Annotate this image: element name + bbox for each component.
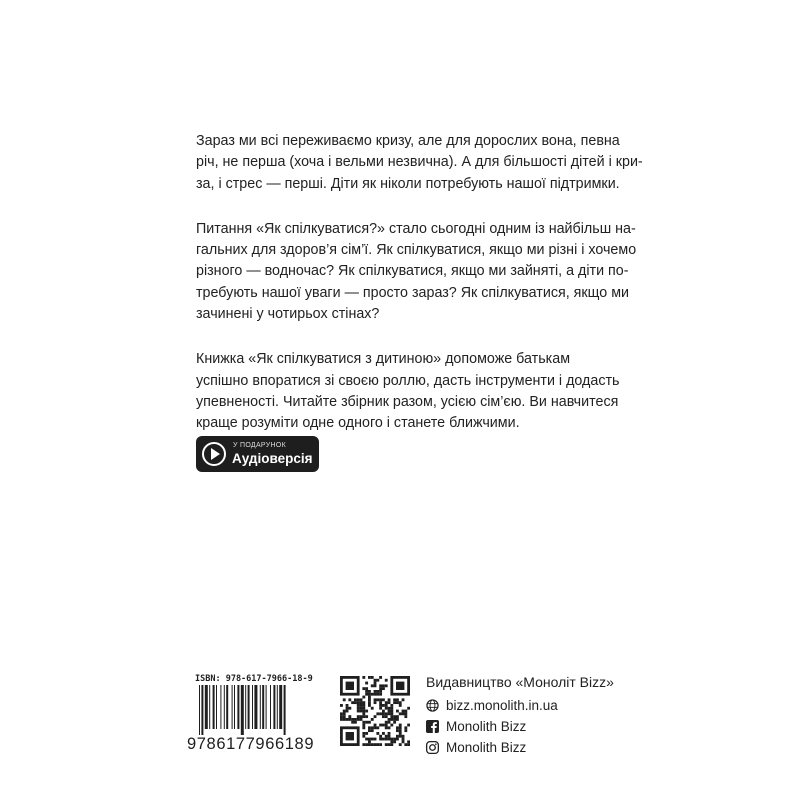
qr-module [362, 707, 365, 710]
qr-module [404, 743, 407, 746]
qr-module [362, 712, 365, 715]
qr-module [385, 724, 388, 727]
qr-module [388, 710, 391, 713]
qr-module [399, 704, 402, 707]
qr-module [396, 715, 399, 718]
qr-module [379, 701, 382, 704]
publisher-info [426, 674, 614, 758]
qr-module [390, 738, 393, 741]
qr-module [376, 690, 379, 693]
qr-module [407, 707, 410, 710]
qr-module [385, 704, 388, 707]
publisher-facebook[interactable] [426, 716, 614, 737]
qr-module [376, 693, 379, 696]
qr-module [393, 740, 396, 743]
qr-module [402, 735, 405, 738]
qr-finder-center [346, 732, 354, 740]
qr-module [407, 724, 410, 727]
text-line: річ, не перша (хоча і вельми незвична). А для більшості дітей і кри- [196, 154, 643, 171]
qr-module [385, 712, 388, 715]
qr-module [396, 718, 399, 721]
qr-module [382, 710, 385, 713]
qr-module [357, 698, 360, 701]
qr-module [402, 738, 405, 741]
qr-module [374, 701, 377, 704]
barcode-bar [273, 685, 275, 729]
qr-module [360, 710, 363, 713]
text-line: Книжка «Як спілкуватися з дитиною» допоможе батькам [196, 351, 571, 368]
qr-module [368, 690, 371, 693]
qr-module [365, 693, 368, 696]
qr-module [388, 743, 391, 746]
barcode-bar [277, 685, 278, 729]
facebook-icon [426, 720, 439, 733]
qr-module [362, 721, 365, 724]
barcode-bar [232, 685, 233, 729]
qr-module [393, 721, 396, 724]
text-line: гальних для здоров’я сім’ї. Як спілкуватися, якщо ми різні і хочемо [196, 242, 637, 259]
qr-module [374, 724, 377, 727]
qr-module [388, 732, 391, 735]
publisher-name: Видавництво «Моноліт Bizz» [426, 674, 614, 690]
qr-module [396, 701, 399, 704]
qr-module [390, 718, 393, 721]
qr-module [343, 698, 346, 701]
qr-module [404, 726, 407, 729]
qr-module [388, 707, 391, 710]
qr-module [379, 735, 382, 738]
qr-module [340, 704, 343, 707]
barcode [197, 685, 325, 735]
barcode-bar [252, 685, 253, 729]
qr-module [357, 715, 360, 718]
qr-module [374, 743, 377, 746]
text-line: за, і стрес — перші. Діти як ніколи потребують нашої підтримки. [196, 175, 620, 192]
qr-module [365, 710, 368, 713]
qr-module [362, 704, 365, 707]
audio-version-badge[interactable] [196, 436, 319, 472]
qr-module [376, 743, 379, 746]
qr-module [365, 732, 368, 735]
qr-module [374, 715, 377, 718]
qr-module [360, 698, 363, 701]
qr-module [385, 743, 388, 746]
qr-module [376, 698, 379, 701]
qr-module [362, 701, 365, 704]
qr-module [396, 735, 399, 738]
qr-module [393, 701, 396, 704]
qr-module [368, 693, 371, 696]
qr-module [388, 738, 391, 741]
qr-module [354, 721, 357, 724]
text-line: требують нашої уваги — просто зараз? Як спілкуватися, якщо ми [196, 284, 630, 301]
qr-module [388, 698, 391, 701]
qr-module [368, 698, 371, 701]
qr-module [404, 710, 407, 713]
qr-module [365, 715, 368, 718]
qr-module [357, 710, 360, 713]
qr-module [376, 679, 379, 682]
barcode-bar [262, 685, 264, 729]
qr-module [374, 726, 377, 729]
text-line: упевненості. Читайте збірник разом, усією сім’єю. Ви навчитеся [196, 393, 619, 410]
qr-module [348, 707, 351, 710]
text-line: краще розуміти одне одного і станете ближчими. [196, 415, 520, 432]
qr-module [379, 707, 382, 710]
qr-module [351, 721, 354, 724]
barcode-bar [224, 685, 225, 729]
qr-module [371, 693, 374, 696]
qr-module [360, 701, 363, 704]
qr-module [368, 676, 371, 679]
qr-module [396, 710, 399, 713]
qr-module [351, 701, 354, 704]
qr-module [385, 707, 388, 710]
qr-module [371, 729, 374, 732]
qr-module [396, 698, 399, 701]
audio-version-title: Аудіоверсія [232, 451, 313, 466]
qr-module [390, 710, 393, 713]
qr-module [343, 710, 346, 713]
qr-module [346, 718, 349, 721]
instagram-icon [426, 741, 439, 754]
qr-module [343, 718, 346, 721]
qr-module [402, 740, 405, 743]
qr-module [399, 726, 402, 729]
qr-module [393, 715, 396, 718]
qr-module [382, 738, 385, 741]
text-line: Питання «Як спілкуватися?» стало сьогодні одним із найбільш на- [196, 220, 636, 237]
qr-module [393, 698, 396, 701]
text-line: успішно впоратися зі своєю роллю, дасть інструменти і додасть [196, 372, 620, 389]
qr-module [385, 715, 388, 718]
barcode-bar [205, 685, 208, 729]
qr-module [390, 740, 393, 743]
barcode-bar [216, 685, 217, 729]
qr-module [379, 743, 382, 746]
qr-module [407, 740, 410, 743]
qr-module [393, 718, 396, 721]
qr-module [371, 707, 374, 710]
qr-module [396, 738, 399, 741]
barcode-bar [260, 685, 261, 729]
website-text: bizz.monolith.in.ua [446, 698, 558, 713]
qr-module [357, 701, 360, 704]
web-icon [426, 699, 439, 712]
qr-module [343, 715, 346, 718]
qr-module [354, 698, 357, 701]
qr-module [390, 724, 393, 727]
qr-module [407, 743, 410, 746]
qr-module [371, 726, 374, 729]
qr-module [385, 701, 388, 704]
publisher-website[interactable] [426, 695, 614, 716]
qr-module [360, 718, 363, 721]
qr-module [399, 724, 402, 727]
qr-module [385, 721, 388, 724]
qr-module [374, 682, 377, 685]
barcode-bar [241, 685, 244, 735]
qr-module [374, 684, 377, 687]
qr-module [365, 682, 368, 685]
barcode-bar [254, 685, 257, 729]
qr-module [402, 712, 405, 715]
qr-module [348, 698, 351, 701]
instagram-text: Monolith Bizz [446, 740, 527, 755]
qr-module [348, 718, 351, 721]
qr-module [382, 732, 385, 735]
qr-module [371, 676, 374, 679]
qr-module [368, 704, 371, 707]
qr-module [388, 701, 391, 704]
qr-module [388, 718, 391, 721]
qr-code [340, 676, 410, 746]
qr-module [365, 721, 368, 724]
qr-module [379, 684, 382, 687]
description-paragraph-3 [196, 349, 620, 434]
qr-module [346, 704, 349, 707]
barcode-bar [199, 685, 200, 735]
qr-module [368, 721, 371, 724]
qr-module [382, 724, 385, 727]
qr-module [362, 724, 365, 727]
qr-module [368, 729, 371, 732]
qr-module [374, 693, 377, 696]
qr-module [379, 676, 382, 679]
qr-module [365, 690, 368, 693]
barcode-bar [245, 685, 246, 729]
barcode-bar [213, 685, 215, 729]
qr-module [399, 743, 402, 746]
publisher-instagram[interactable] [426, 737, 614, 758]
qr-module [340, 715, 343, 718]
barcode-bar [220, 685, 221, 729]
qr-module [362, 715, 365, 718]
qr-module [382, 684, 385, 687]
qr-module [379, 690, 382, 693]
qr-module [348, 715, 351, 718]
qr-module [390, 704, 393, 707]
qr-module [379, 724, 382, 727]
qr-module [404, 715, 407, 718]
qr-module [362, 743, 365, 746]
qr-module [362, 696, 365, 699]
qr-module [402, 698, 405, 701]
barcode-bar [248, 685, 250, 729]
qr-module [388, 712, 391, 715]
qr-module [388, 735, 391, 738]
qr-module [399, 729, 402, 732]
qr-module [385, 735, 388, 738]
qr-module [382, 687, 385, 690]
qr-module [368, 696, 371, 699]
qr-module [346, 707, 349, 710]
qr-module [371, 718, 374, 721]
barcode-bar [209, 685, 210, 729]
qr-module [388, 726, 391, 729]
qr-finder-center [346, 682, 354, 690]
qr-module [393, 738, 396, 741]
qr-module [396, 726, 399, 729]
qr-module [357, 707, 360, 710]
qr-module [385, 684, 388, 687]
barcode-bar [226, 685, 228, 729]
description-paragraph-2 [196, 219, 637, 325]
qr-module [340, 712, 343, 715]
barcode-bar [237, 685, 239, 729]
qr-module [368, 738, 371, 741]
qr-module [382, 715, 385, 718]
qr-module [362, 687, 365, 690]
qr-module [371, 738, 374, 741]
qr-module [362, 726, 365, 729]
qr-module [368, 743, 371, 746]
qr-module [382, 712, 385, 715]
qr-module [368, 701, 371, 704]
qr-module [365, 743, 368, 746]
qr-module [379, 693, 382, 696]
qr-module [365, 738, 368, 741]
audio-gift-label: У ПОДАРУНОК [233, 442, 286, 449]
qr-module [374, 690, 377, 693]
qr-module [365, 687, 368, 690]
qr-module [362, 735, 365, 738]
qr-module [354, 718, 357, 721]
qr-module [402, 710, 405, 713]
description-text [196, 131, 643, 459]
qr-module [388, 721, 391, 724]
qr-module [360, 715, 363, 718]
qr-module [382, 704, 385, 707]
facebook-text: Monolith Bizz [446, 719, 527, 734]
qr-module [368, 726, 371, 729]
isbn-label: ISBN: 978-617-7966-18-9 [195, 674, 313, 684]
barcode-bar [201, 685, 203, 735]
qr-module [379, 712, 382, 715]
qr-module [343, 712, 346, 715]
qr-module [390, 707, 393, 710]
qr-module [374, 679, 377, 682]
qr-module [404, 729, 407, 732]
barcode-bar [284, 685, 286, 735]
qr-finder-center [396, 682, 404, 690]
qr-module [399, 712, 402, 715]
qr-module [396, 729, 399, 732]
qr-module [376, 726, 379, 729]
qr-module [354, 701, 357, 704]
qr-module [362, 710, 365, 713]
isbn-digits: 9786177966189 [187, 735, 315, 753]
qr-module [376, 732, 379, 735]
qr-module [379, 704, 382, 707]
qr-module [360, 707, 363, 710]
qr-module [362, 676, 365, 679]
barcode-bar [270, 685, 271, 729]
qr-module [360, 704, 363, 707]
qr-module [382, 698, 385, 701]
qr-module [368, 740, 371, 743]
qr-module [374, 698, 377, 701]
qr-module [379, 738, 382, 741]
qr-module [379, 687, 382, 690]
qr-module [357, 718, 360, 721]
barcode-bar [234, 685, 235, 729]
play-circle-icon [202, 442, 226, 466]
qr-module [390, 712, 393, 715]
qr-module [379, 698, 382, 701]
qr-module [390, 715, 393, 718]
qr-module [385, 679, 388, 682]
qr-module [399, 732, 402, 735]
qr-module [385, 726, 388, 729]
qr-module [346, 710, 349, 713]
text-line: зачинені у чотирьох стінах? [196, 306, 380, 323]
qr-module [385, 738, 388, 741]
qr-module [399, 701, 402, 704]
qr-module [374, 738, 377, 741]
qr-module [362, 732, 365, 735]
qr-module [371, 743, 374, 746]
qr-module [399, 735, 402, 738]
qr-module [404, 712, 407, 715]
barcode-bar [266, 685, 267, 729]
qr-module [371, 684, 374, 687]
text-line: Зараз ми всі переживаємо кризу, але для дорослих вона, певна [196, 133, 620, 149]
description-paragraph-1 [196, 131, 643, 195]
qr-module [357, 704, 360, 707]
qr-module [390, 743, 393, 746]
qr-module [340, 718, 343, 721]
text-line: різного — водночас? Як спілкуватися, якщо ми зайняті, а діти по- [196, 263, 629, 280]
qr-module [376, 712, 379, 715]
barcode-bar [279, 685, 282, 729]
qr-module [351, 718, 354, 721]
